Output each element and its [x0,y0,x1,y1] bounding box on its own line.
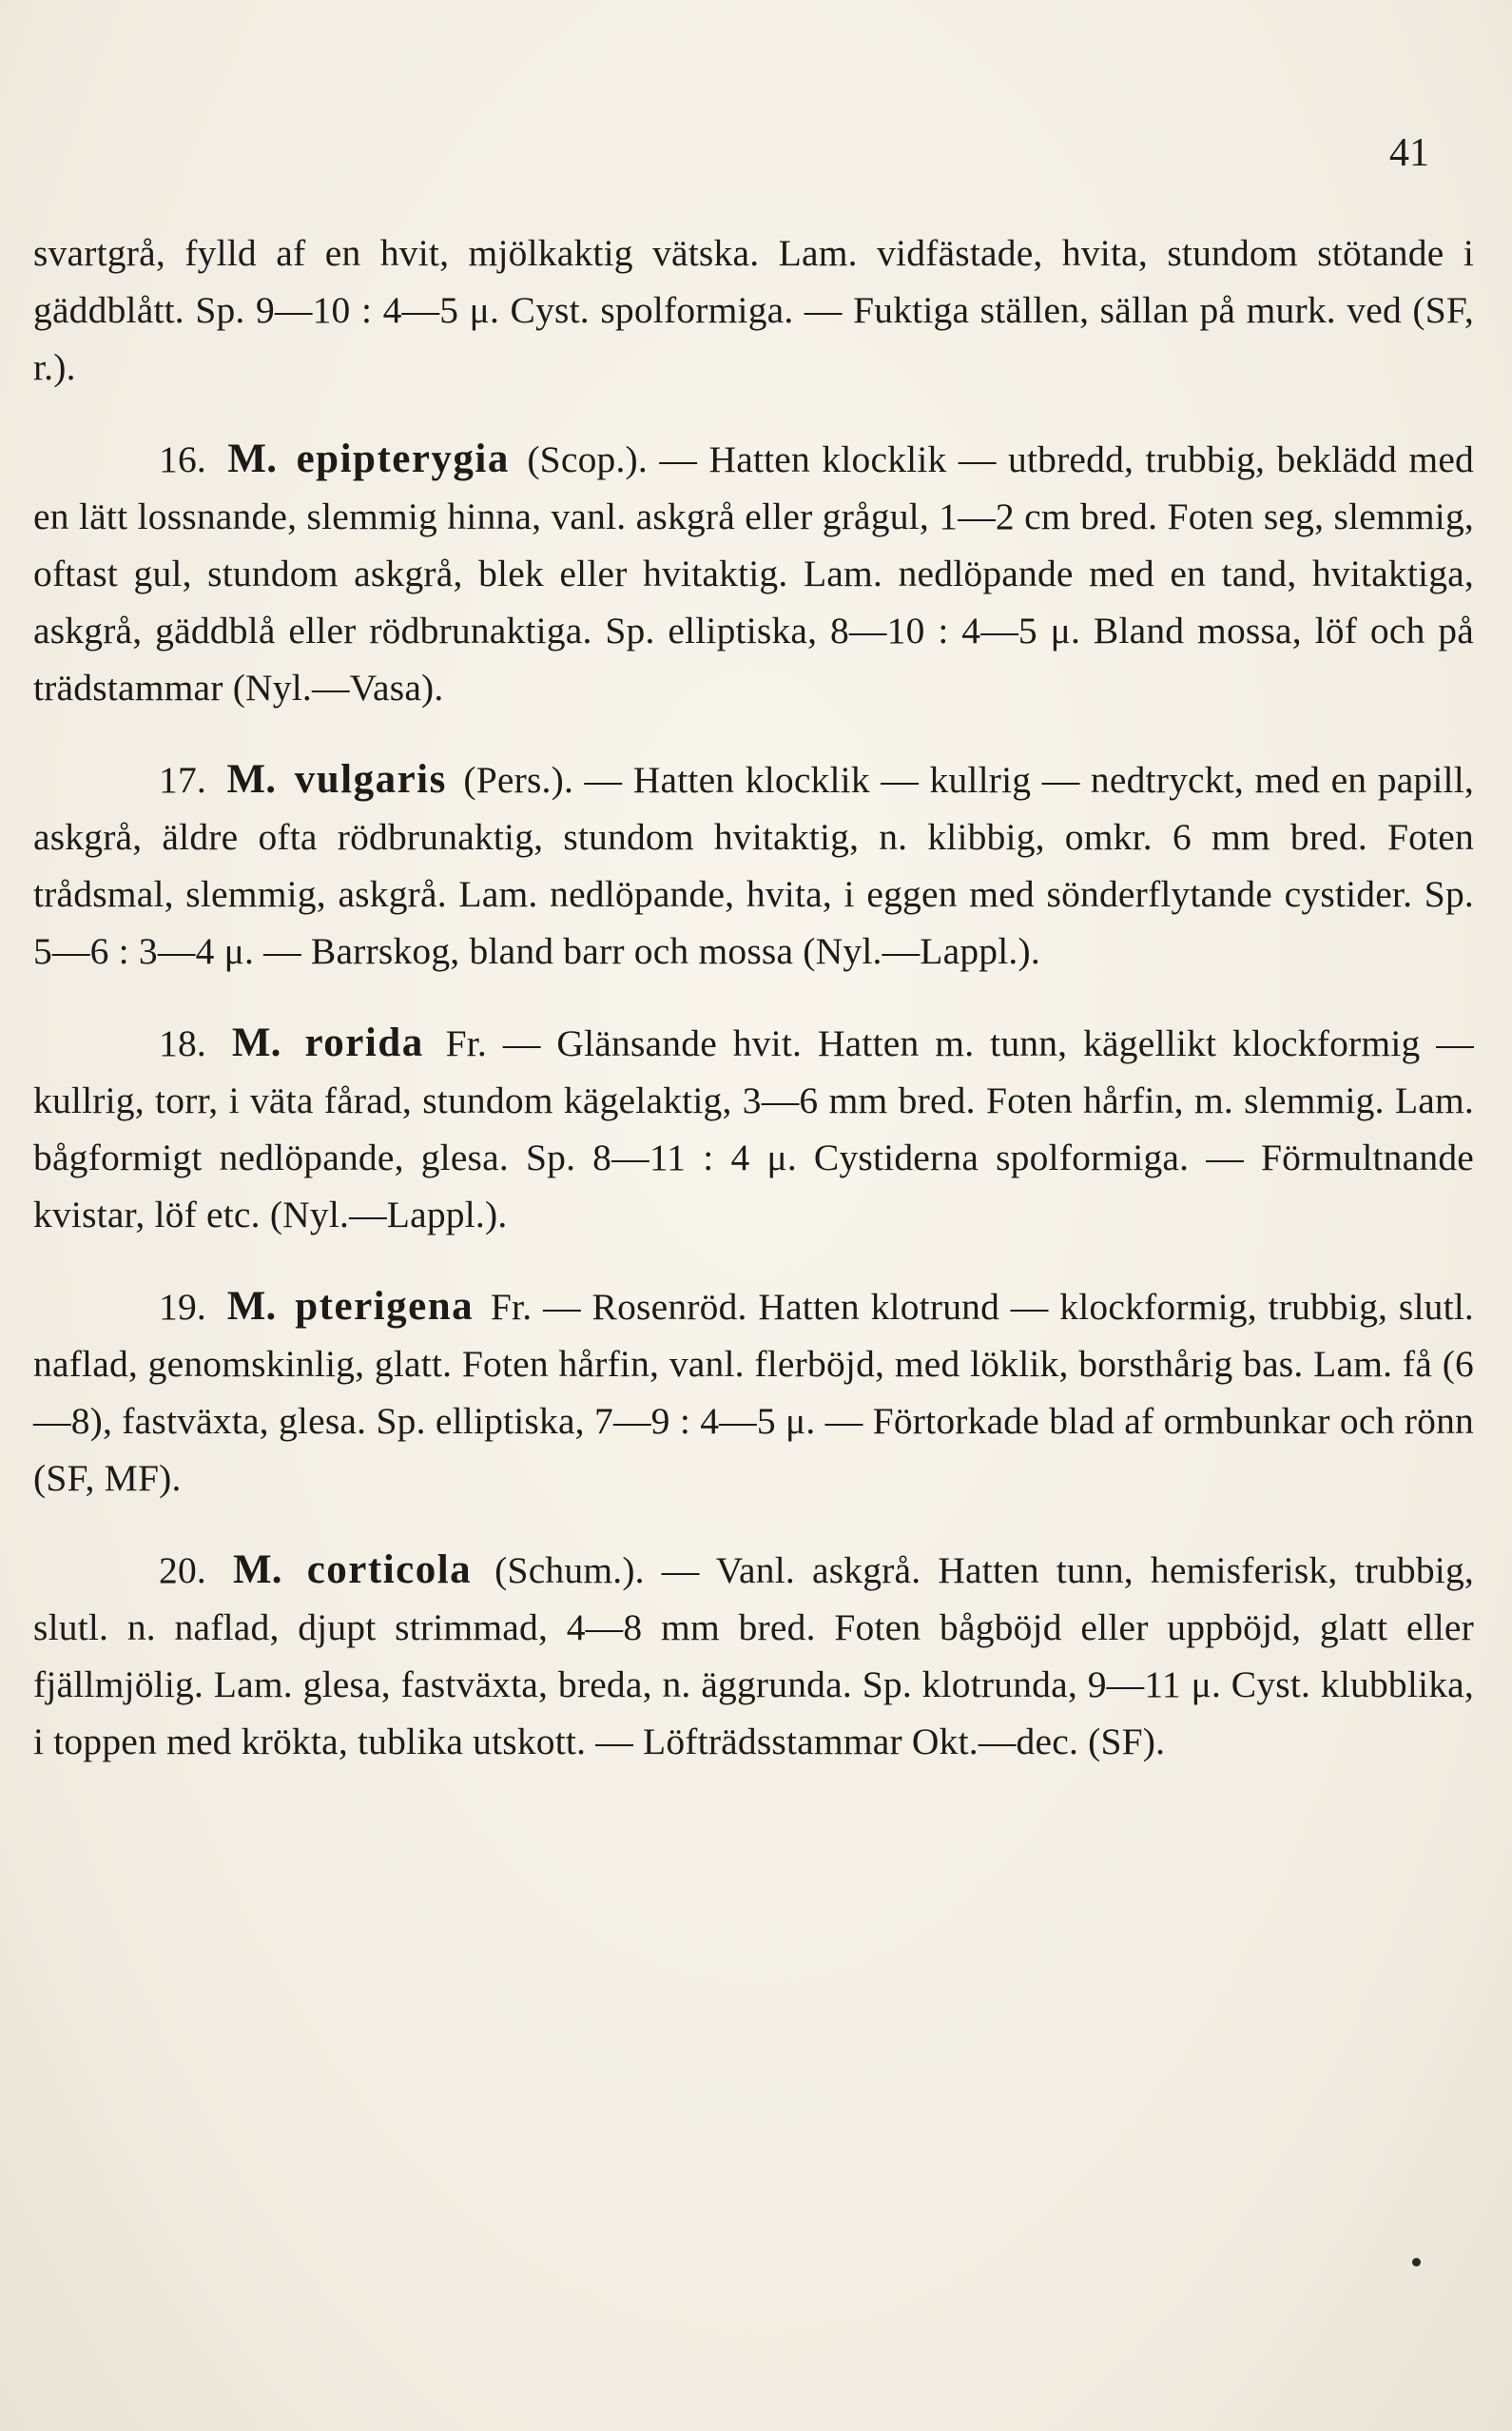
species-name: rorida [304,1021,424,1065]
entry-description: (Schum.). — Vanl. askgrå. Hatten tunn, hemisferisk, trubbig, slutl. n. naflad, djupt strimmad, 4—8 mm bred. Foten bågböjd eller uppböjd, glatt eller fjällmjölig. Lam. glesa, fastväxta, breda, n. äggrunda. Sp. klotrunda, 9—11 μ. Cyst. klubblika, i toppen med krökta, tublika utskott. — Löfträdsstammar Okt.—dec. (SF). [33,1549,1474,1762]
species-entry-17 [33,751,1474,980]
genus-abbrev: M. [231,1021,281,1065]
species-entry-16 [33,431,1474,716]
species-name: epipterygia [296,437,510,481]
entry-number: 19. [159,1286,206,1328]
entry-number: 16. [159,438,206,480]
entry-description: (Pers.). — Hatten klocklik — kullrig — nedtryckt, med en papill, askgrå, äldre ofta rödbrunaktig, stundom hvitaktig, n. klibbig, omkr. 6 mm bred. Foten trådsmal, slemmig, askgrå. Lam. nedlöpande, hvita, i eggen med sönderflytande cystider. Sp. 5—6 : 3—4 μ. — Barrskog, bland barr och mossa (Nyl.—Lappl.). [33,759,1474,972]
species-entry-18 [33,1015,1474,1243]
species-entry-19 [33,1278,1474,1507]
entry-number: 17. [159,759,206,801]
species-entry-20 [33,1542,1474,1770]
entry-description: (Scop.). — Hatten klocklik — utbredd, trubbig, beklädd med en lätt lossnande, slemmig hinna, vanl. askgrå eller grågul, 1—2 cm bred. Foten seg, slemmig, oftast gul, stundom askgrå, blek eller hvitaktig. Lam. nedlöpande med en tand, hvitaktiga, askgrå, gäddblå eller rödbrunaktiga. Sp. elliptiska, 8—10 : 4—5 μ. Bland mossa, löf och på trädstammar (Nyl.—Vasa). [33,438,1474,709]
entry-number: 18. [159,1022,206,1064]
entry-description: Fr. — Rosenröd. Hatten klotrund — klockformig, trubbig, slutl. naflad, genomskinlig, glatt. Foten hårfin, vanl. flerböjd, med löklik, borsthårig bas. Lam. få (6—8), fastväxta, glesa. Sp. elliptiska, 7—9 : 4—5 μ. — Förtorkade blad af ormbunkar och rönn (SF, MF). [33,1286,1475,1499]
genus-abbrev: M. [227,437,278,481]
genus-abbrev: M. [226,1284,277,1329]
species-name: pterigena [295,1284,475,1329]
entry-description: Fr. — Glänsande hvit. Hatten m. tunn, kägellikt klockformig — kullrig, torr, i väta fårad, stundom kägelaktig, 3—6 mm bred. Foten hårfin, m. slemmig. Lam. bågformigt nedlöpande, glesa. Sp. 8—11 : 4 μ. Cystiderna spolformiga. — Förmultnande kvistar, löf etc. (Nyl.—Lappl.). [33,1022,1474,1235]
entry-number: 20. [159,1549,206,1591]
body-text [33,224,1474,1770]
page-number: 41 [1389,131,1429,175]
genus-abbrev: M. [232,1547,282,1592]
species-name: vulgaris [294,757,447,802]
ink-speck [1412,2258,1421,2266]
intro-paragraph: svartgrå, fylld af en hvit, mjölkaktig vätska. Lam. vidfästade, hvita, stundom stötande i gäddblått. Sp. 9—10 : 4—5 μ. Cyst. spolformiga. — Fuktiga ställen, sällan på murk. ved (SF, r.). [33,232,1474,388]
genus-abbrev: M. [226,757,277,802]
species-name: corticola [306,1547,473,1592]
